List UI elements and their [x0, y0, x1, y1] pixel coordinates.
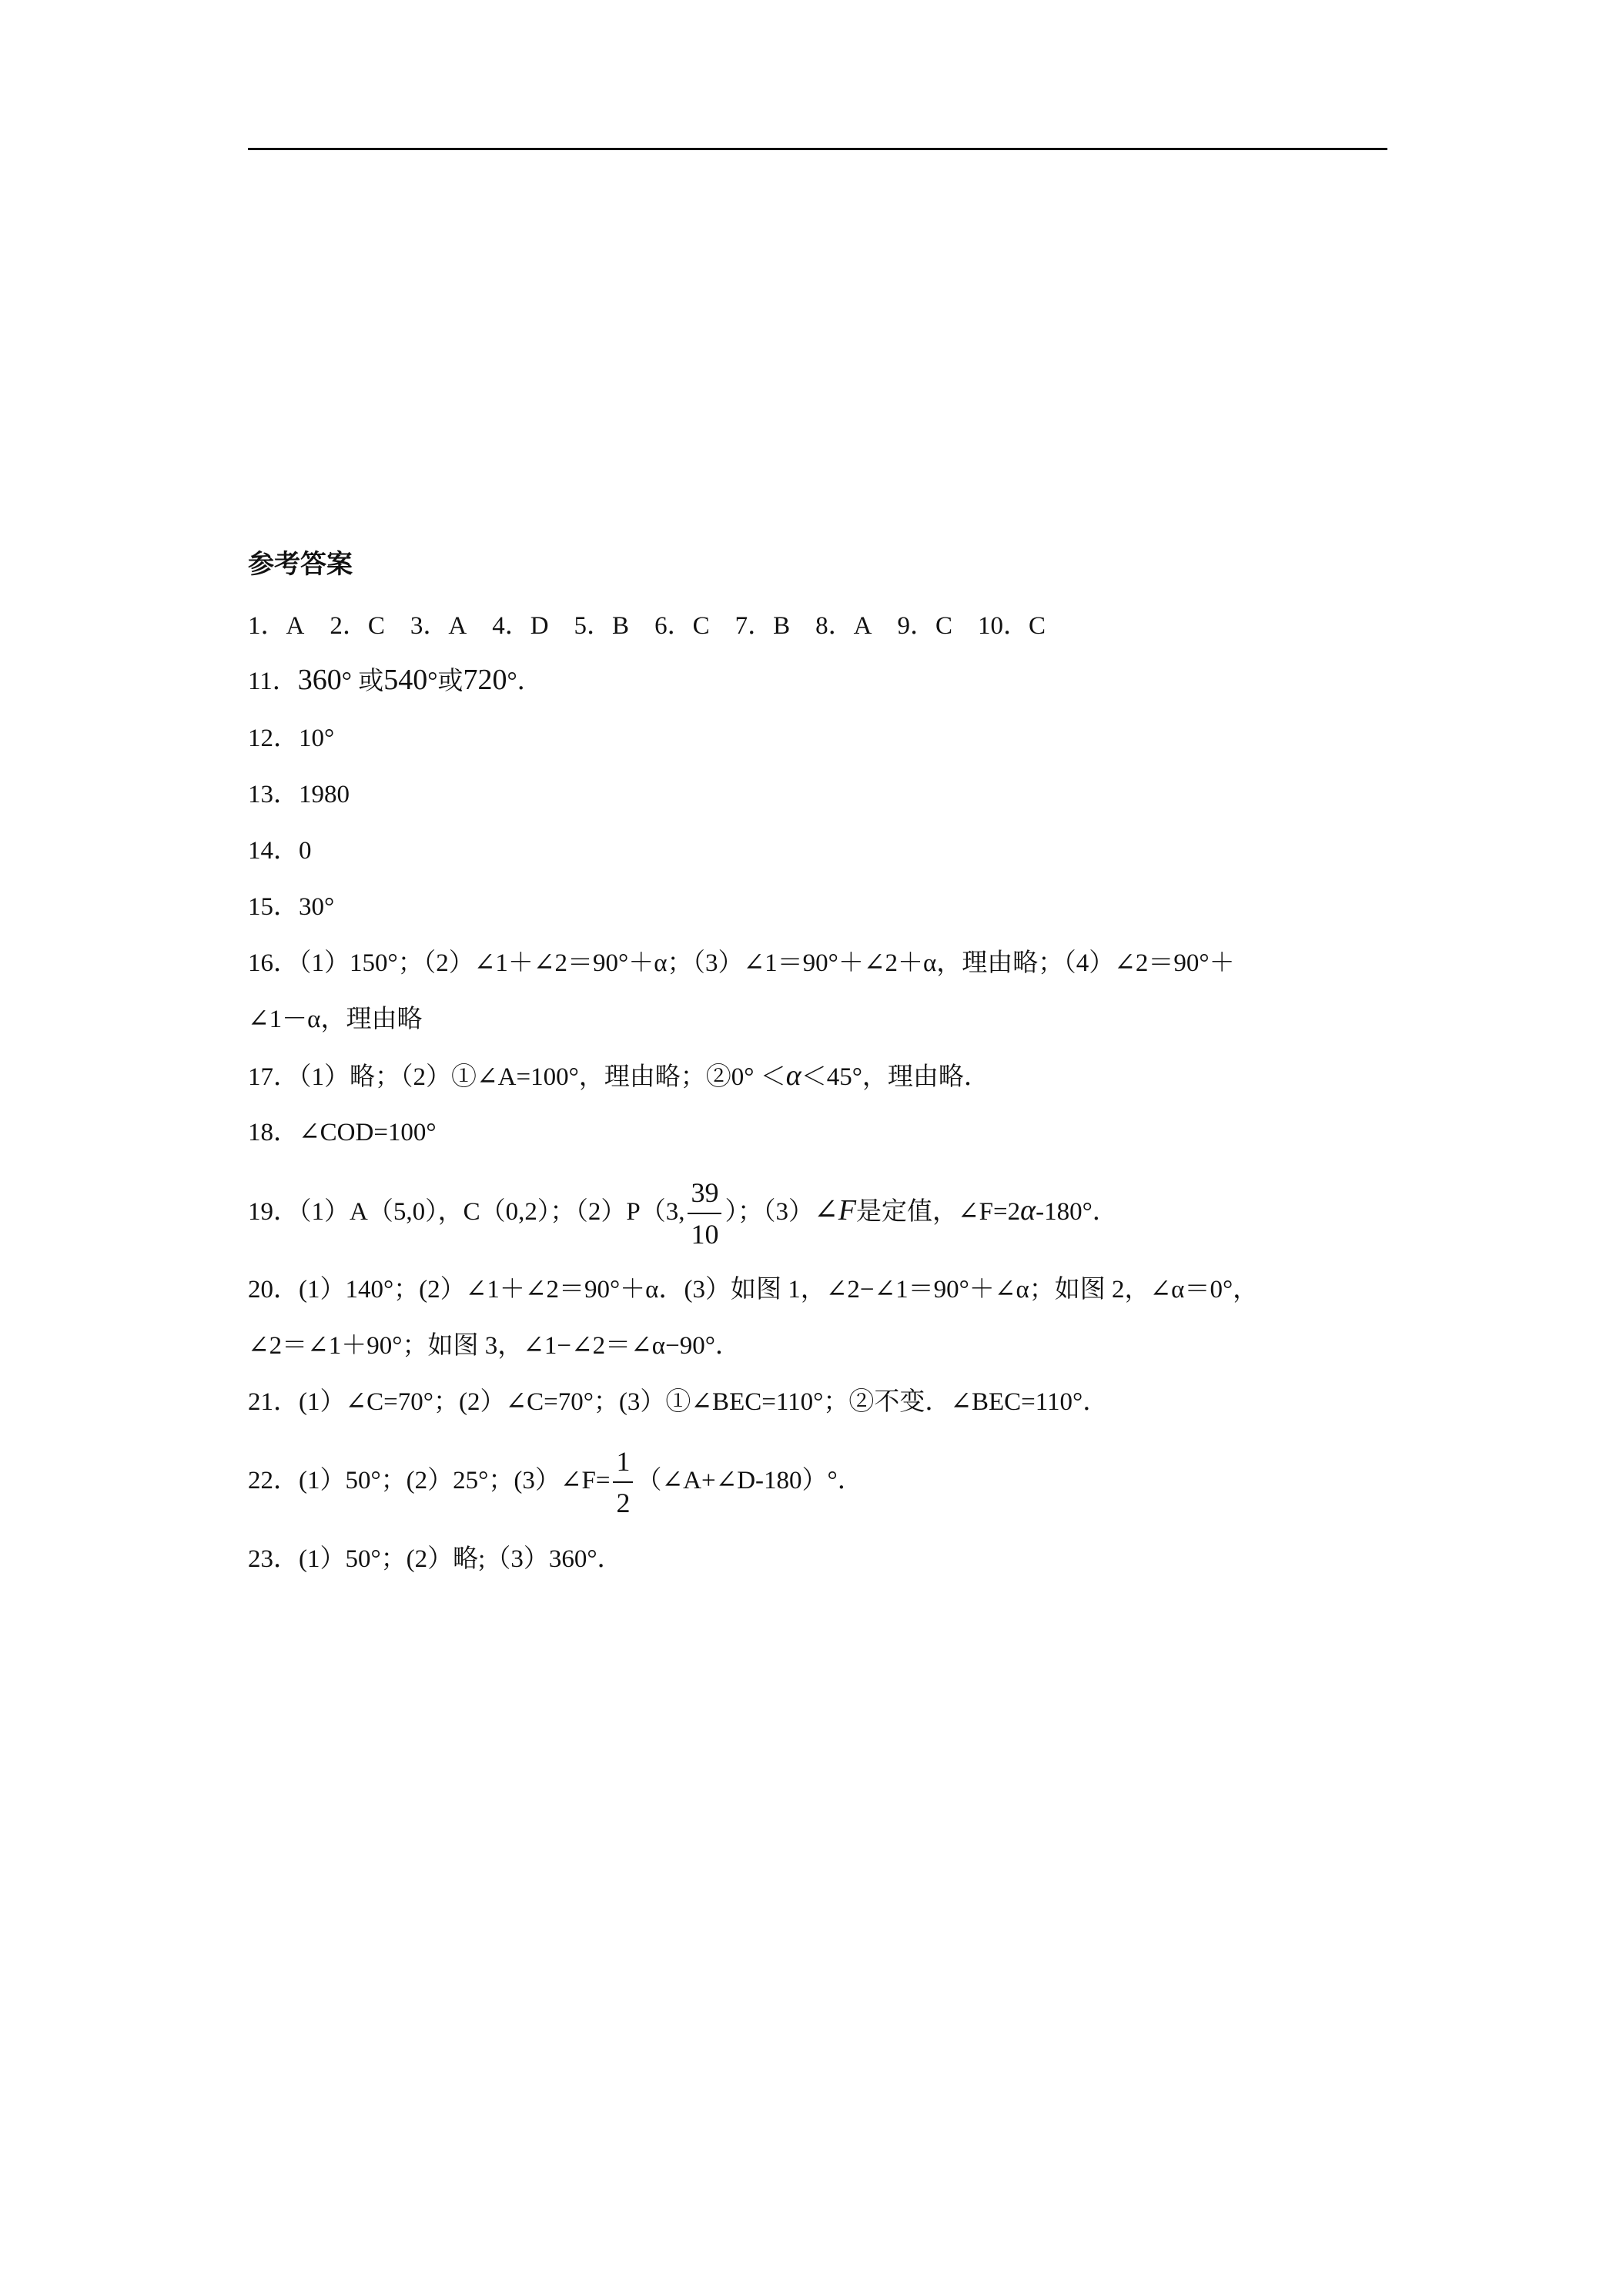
answer-16-line-1: 16．（1）150°；（2）∠1＋∠2＝90°＋α；（3）∠1＝90°＋∠2＋α，理由略；（4）∠2＝90°＋ [248, 949, 1235, 977]
answer-22: 22．(1）50°；(2）25°；(3）∠F= $\frac{1}{2}$ （∠A+∠D-180）°． [248, 1446, 863, 1519]
mc-answer-2: 2．C [330, 612, 385, 640]
multiple-choice-answers [248, 605, 1071, 641]
mc-answer-3: 3．A [410, 612, 467, 640]
answer-20-line-1: 20．(1）140°；(2）∠1＋∠2＝90°＋α．(3）如图 1，∠2−∠1＝90°＋∠α；如图 2，∠α＝0°， [248, 1276, 1259, 1304]
fraction-39-10: $\frac{39}{10}$ [688, 1176, 721, 1251]
answer-11: 11．360° 或540°或720°． [248, 664, 543, 696]
answer-19: 19．（1）A（5,0），C（0,2）；（2）P（3, $\frac{39}{10}$ ）；（3）∠F是定值，∠F=2α-180°． [248, 1177, 1118, 1250]
answer-16-line-2: ∠1－α，理由略 [248, 1006, 423, 1033]
fraction-1-2: $\frac{1}{2}$ [613, 1444, 633, 1520]
answer-17: 17．（1）略；（2）①∠A=100°，理由略；②0° ＜α＜45°，理由略． [248, 1059, 989, 1092]
answer-18: 18．∠COD=100° [248, 1119, 437, 1146]
mc-answer-4: 4．D [492, 612, 549, 640]
answer-21: 21．(1）∠C=70°；(2）∠C=70°；(3）①∠BEC=110°；②不变．∠BEC=110°． [248, 1388, 1109, 1416]
mc-answer-6: 6．C [654, 612, 710, 640]
answer-13: 13．1980 [248, 781, 350, 808]
mc-answer-5: 5．B [574, 612, 630, 640]
mc-answer-8: 8．A [815, 612, 872, 640]
mc-answer-9: 9．C [897, 612, 952, 640]
answer-15: 15．30° [248, 893, 335, 921]
answer-14: 14．0 [248, 837, 312, 865]
answer-23: 23．(1）50°；(2）略;（3）360°． [248, 1545, 623, 1573]
answer-20-line-2: ∠2＝∠1＋90°；如图 3，∠1−∠2＝∠α−90°． [248, 1332, 741, 1360]
answer-12: 12．10° [248, 725, 335, 752]
header-rule [248, 148, 1387, 150]
mc-answer-1: 1．A [248, 612, 305, 640]
mc-answer-7: 7．B [735, 612, 791, 640]
mc-answer-10: 10．C [977, 612, 1046, 640]
section-title: 参考答案 [248, 549, 353, 580]
